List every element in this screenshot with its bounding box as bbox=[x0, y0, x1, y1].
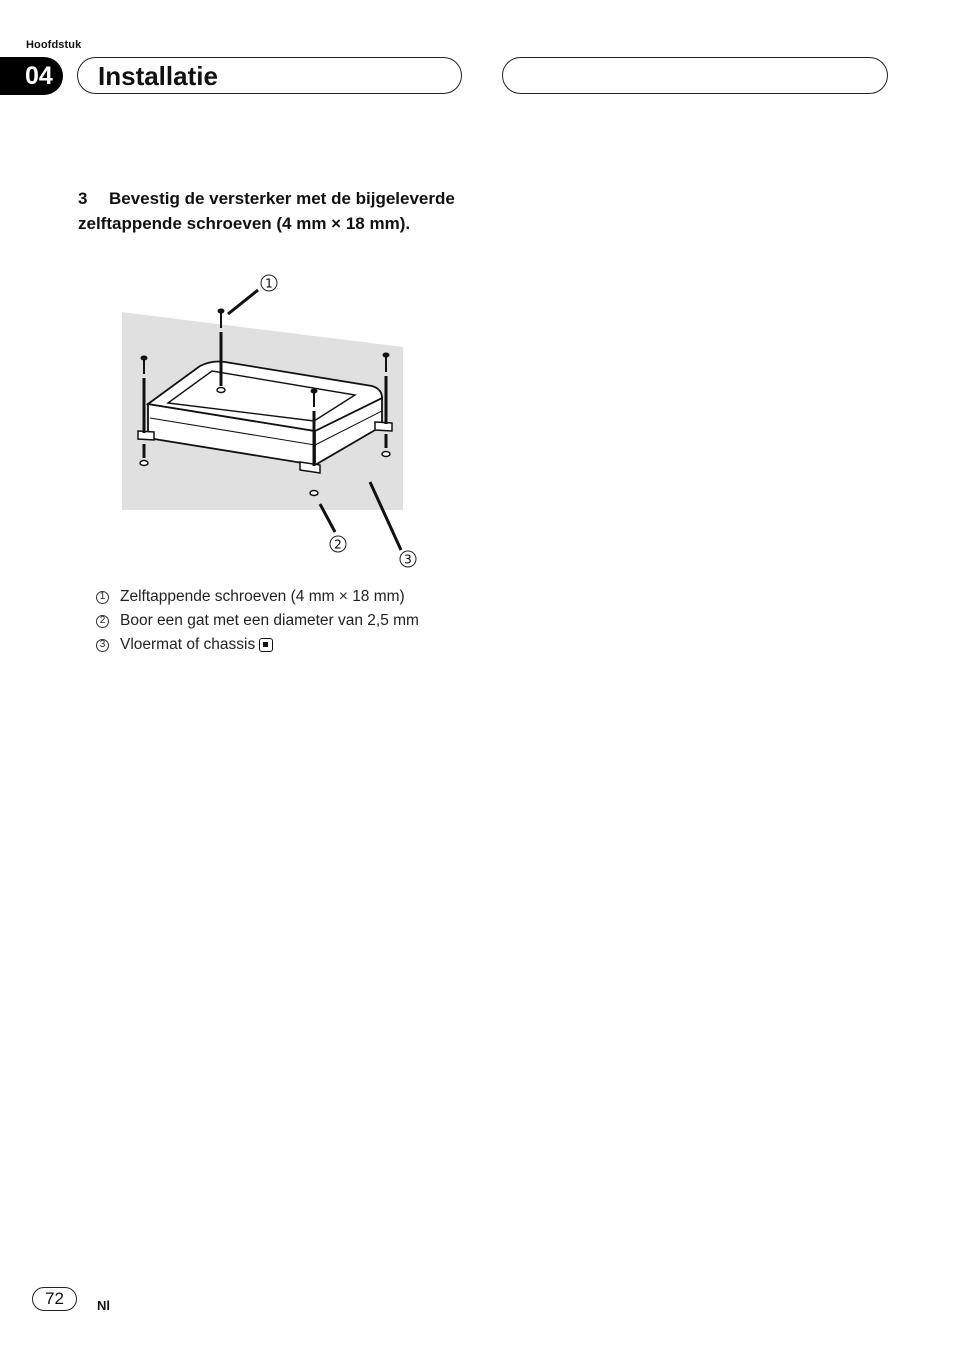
amplifier-mounting-illustration bbox=[120, 268, 430, 578]
caption-item bbox=[96, 633, 496, 657]
svg-text:2: 2 bbox=[334, 537, 342, 552]
empty-header-box bbox=[502, 57, 888, 94]
page-number: 72 bbox=[32, 1287, 77, 1311]
caption-marker: 3 bbox=[96, 639, 109, 652]
step-text: Bevestig de versterker met de bijgeleverde zelftappende schroeven (4 mm × 18 mm). bbox=[78, 189, 455, 233]
caption-text: Vloermat of chassis bbox=[120, 636, 256, 653]
svg-text:3: 3 bbox=[404, 552, 412, 567]
figure-captions bbox=[96, 585, 496, 657]
caption-marker: 1 bbox=[96, 591, 109, 604]
mounting-tab bbox=[375, 422, 392, 431]
callout-3 bbox=[400, 551, 416, 567]
language-code: Nl bbox=[97, 1298, 110, 1313]
title-box bbox=[77, 57, 462, 94]
caption-item bbox=[96, 609, 496, 633]
svg-text:1: 1 bbox=[265, 276, 273, 291]
step-instruction bbox=[78, 187, 478, 236]
caption-text: Zelftappende schroeven (4 mm × 18 mm) bbox=[120, 588, 405, 605]
callout-2 bbox=[330, 536, 346, 552]
leader-line-1 bbox=[228, 290, 258, 314]
caption-text: Boor een gat met een diameter van 2,5 mm bbox=[120, 612, 419, 629]
callout-1 bbox=[261, 275, 277, 291]
page-title: Installatie bbox=[98, 61, 218, 91]
caption-item bbox=[96, 585, 496, 609]
chapter-label: Hoofdstuk bbox=[26, 39, 82, 51]
end-of-section-icon bbox=[259, 638, 273, 652]
caption-marker: 2 bbox=[96, 615, 109, 628]
chapter-number-badge: 04 bbox=[0, 57, 63, 95]
step-number: 3 bbox=[78, 189, 88, 208]
mounting-tab bbox=[138, 431, 154, 440]
